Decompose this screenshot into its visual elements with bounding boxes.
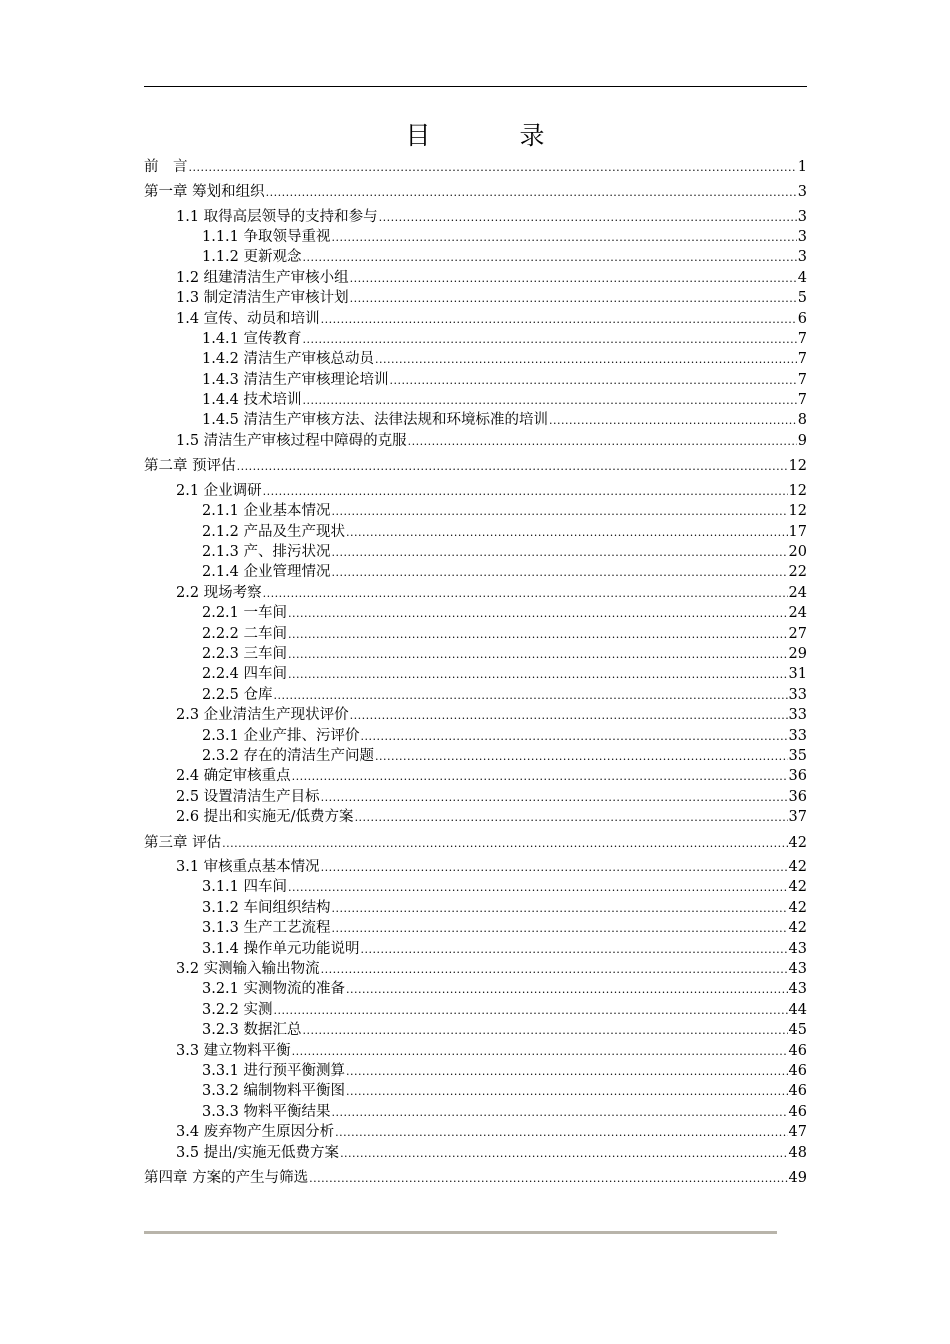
toc-section-entry[interactable]	[144, 785, 807, 805]
toc-subsection-entry[interactable]	[144, 1100, 807, 1120]
toc-leader-dots	[332, 922, 788, 935]
toc-section-entry[interactable]	[144, 287, 807, 307]
toc-subsection-entry[interactable]	[144, 389, 807, 409]
toc-leader-dots	[189, 161, 797, 174]
toc-section-entry[interactable]	[144, 1039, 807, 1059]
toc-section-entry[interactable]	[144, 1121, 807, 1141]
toc-entry-page-number: 22	[788, 564, 807, 581]
toc-subsection-entry[interactable]	[144, 998, 807, 1018]
toc-leader-dots	[321, 313, 797, 326]
toc-entry-page-number: 46	[788, 1103, 807, 1120]
toc-entry-label: 1.4.5 清洁生产审核方法、法律法规和环境标准的培训	[202, 412, 549, 429]
toc-leader-dots	[355, 811, 788, 824]
toc-leader-dots	[274, 1004, 788, 1017]
toc-entry-page-number: 9	[797, 432, 807, 449]
toc-entry-label: 1.4.4 技术培训	[202, 392, 302, 409]
toc-entry-label: 1.5 清洁生产审核过程中障碍的克服	[176, 432, 407, 449]
toc-entry-page-number: 47	[788, 1124, 807, 1141]
toc-leader-dots	[332, 505, 788, 518]
toc-entry-page-number: 24	[788, 584, 807, 601]
toc-entry-label: 2.3.1 企业产排、污评价	[202, 727, 360, 744]
toc-entry-page-number: 12	[788, 503, 807, 520]
toc-section-entry[interactable]	[144, 307, 807, 327]
toc-subsection-entry[interactable]	[144, 409, 807, 429]
toc-entry-label: 1.4.3 清洁生产审核理论培训	[202, 371, 389, 388]
toc-subsection-entry[interactable]	[144, 896, 807, 916]
toc-subsection-entry[interactable]	[144, 978, 807, 998]
toc-leader-dots	[303, 333, 797, 346]
footer-rule	[144, 1231, 777, 1234]
toc-leader-dots	[335, 1126, 787, 1139]
toc-section-entry[interactable]	[144, 806, 807, 826]
toc-entry-label: 第二章 预评估	[144, 458, 236, 475]
toc-entry-page-number: 6	[797, 310, 807, 327]
toc-leader-dots	[237, 460, 788, 473]
toc-leader-dots	[379, 211, 797, 224]
toc-leader-dots	[340, 1147, 787, 1160]
toc-entry-page-number: 3	[797, 208, 807, 225]
toc-subsection-entry[interactable]	[144, 917, 807, 937]
toc-subsection-entry[interactable]	[144, 643, 807, 663]
toc-entry-label: 3.3.1 进行预平衡测算	[202, 1063, 346, 1079]
toc-leader-dots	[263, 485, 788, 498]
toc-leader-dots	[332, 546, 788, 559]
toc-leader-dots	[549, 414, 797, 427]
toc-subsection-entry[interactable]	[144, 520, 807, 540]
toc-subsection-entry[interactable]	[144, 1060, 807, 1080]
toc-section-entry[interactable]	[144, 765, 807, 785]
toc-leader-dots	[332, 1106, 788, 1119]
toc-entry-page-number: 7	[797, 330, 807, 347]
toc-entry-page-number: 7	[797, 392, 807, 409]
toc-entry-page-number: 3	[797, 184, 807, 201]
table-of-contents	[144, 155, 807, 1191]
toc-subsection-entry[interactable]	[144, 745, 807, 765]
toc-entry-label: 第四章 方案的产生与筛选	[144, 1170, 309, 1187]
toc-entry-label: 第一章 筹划和组织	[144, 184, 265, 201]
toc-leader-dots	[303, 394, 797, 407]
toc-leader-dots	[361, 730, 788, 743]
toc-entry-page-number: 42	[788, 899, 807, 916]
toc-section-entry[interactable]	[144, 581, 807, 601]
toc-entry-page-number: 12	[788, 458, 807, 475]
toc-entry-label: 3.1.4 操作单元功能说明	[202, 940, 360, 957]
toc-leader-dots	[321, 861, 788, 874]
toc-leader-dots	[346, 1085, 788, 1098]
toc-section-entry[interactable]	[144, 266, 807, 286]
toc-entry-label: 3.3.3 物料平衡结果	[202, 1103, 331, 1120]
toc-leader-dots	[346, 1065, 788, 1078]
toc-entry-label: 3.2.3 数据汇总	[202, 1022, 302, 1039]
toc-subsection-entry[interactable]	[144, 561, 807, 581]
toc-entry-page-number: 42	[788, 834, 807, 851]
toc-chapter-entry[interactable]	[144, 455, 807, 476]
toc-chapter-entry[interactable]	[144, 831, 807, 852]
header-rule	[144, 86, 807, 87]
toc-entry-page-number: 46	[788, 1042, 807, 1059]
toc-entry-label: 1.1.2 更新观念	[202, 249, 302, 266]
toc-entry-label: 2.2.2 二车间	[202, 625, 288, 642]
toc-entry-page-number: 42	[788, 859, 807, 876]
toc-entry-label: 3.1 审核重点基本情况	[176, 859, 320, 876]
toc-leader-dots	[288, 607, 788, 620]
toc-entry-page-number: 3	[797, 249, 807, 266]
toc-subsection-entry[interactable]	[144, 1019, 807, 1039]
toc-entry-page-number: 33	[788, 707, 807, 724]
toc-entry-label: 2.1.4 企业管理情况	[202, 564, 331, 581]
toc-entry-page-number: 46	[788, 1083, 807, 1100]
toc-leader-dots	[274, 689, 788, 702]
toc-leader-dots	[288, 881, 788, 894]
toc-entry-label: 3.3.2 编制物料平衡图	[202, 1083, 346, 1100]
toc-entry-page-number: 1	[797, 158, 807, 175]
toc-entry-label: 3.3 建立物料平衡	[176, 1042, 291, 1059]
toc-section-entry[interactable]	[144, 704, 807, 724]
toc-leader-dots	[309, 1172, 787, 1185]
toc-entry-label: 2.1.3 产、排污状况	[202, 544, 331, 561]
toc-leader-dots	[303, 1024, 788, 1037]
toc-leader-dots	[375, 353, 797, 366]
toc-entry-page-number: 4	[797, 269, 807, 286]
toc-entry-label: 2.5 设置清洁生产目标	[176, 788, 320, 805]
toc-entry-label: 3.2.2 实测	[202, 1001, 273, 1018]
toc-entry-label: 1.1 取得高层领导的支持和参与	[176, 208, 378, 225]
toc-chapter-entry[interactable]	[144, 181, 807, 202]
toc-entry-page-number: 20	[788, 544, 807, 561]
toc-leader-dots	[288, 628, 788, 641]
toc-entry-page-number: 43	[788, 940, 807, 957]
toc-leader-dots	[266, 186, 797, 199]
toc-leader-dots	[332, 566, 788, 579]
toc-section-entry[interactable]	[144, 479, 807, 499]
toc-subsection-entry[interactable]	[144, 328, 807, 348]
toc-entry-label: 1.4.1 宣传教育	[202, 330, 302, 347]
toc-entry-label: 1.4.2 清洁生产审核总动员	[202, 351, 375, 368]
toc-entry-label: 1.4 宣传、动员和培训	[176, 310, 320, 327]
toc-leader-dots	[346, 526, 788, 539]
toc-entry-label: 3.2 实测输入输出物流	[176, 961, 320, 978]
toc-chapter-entry[interactable]	[144, 1167, 807, 1188]
toc-entry-label: 2.4 确定审核重点	[176, 768, 291, 785]
toc-entry-label: 2.1.1 企业基本情况	[202, 503, 331, 520]
toc-entry-page-number: 42	[788, 879, 807, 896]
toc-entry-label: 2.1.2 产品及生产现状	[202, 523, 346, 540]
toc-leader-dots	[303, 251, 797, 264]
toc-entry-label: 3.1.2 车间组织结构	[202, 899, 331, 916]
toc-entry-label: 3.1.1 四车间	[202, 879, 288, 896]
toc-subsection-entry[interactable]	[144, 348, 807, 368]
toc-subsection-entry[interactable]	[144, 541, 807, 561]
toc-entry-page-number: 45	[788, 1022, 807, 1039]
toc-entry-label: 2.2.5 仓库	[202, 686, 273, 703]
toc-entry-page-number: 37	[788, 809, 807, 826]
toc-subsection-entry[interactable]	[144, 724, 807, 744]
toc-entry-label: 2.3.2 存在的清洁生产问题	[202, 747, 375, 764]
toc-entry-page-number: 3	[797, 228, 807, 245]
toc-leader-dots	[321, 963, 788, 976]
toc-entry-page-number: 31	[788, 666, 807, 683]
toc-entry-label: 2.1 企业调研	[176, 482, 262, 499]
toc-leader-dots	[332, 231, 797, 244]
toc-entry-page-number: 5	[797, 290, 807, 307]
toc-entry-page-number: 43	[788, 981, 807, 998]
toc-entry-page-number: 44	[788, 1001, 807, 1018]
toc-subsection-entry[interactable]	[144, 500, 807, 520]
toc-entry-page-number: 46	[788, 1063, 807, 1079]
toc-entry-page-number: 36	[788, 768, 807, 785]
toc-leader-dots	[350, 292, 797, 305]
toc-section-entry[interactable]	[144, 958, 807, 978]
toc-entry-page-number: 33	[788, 727, 807, 744]
toc-entry-page-number: 7	[797, 371, 807, 388]
toc-subsection-entry[interactable]	[144, 368, 807, 388]
toc-subsection-entry[interactable]	[144, 876, 807, 896]
toc-entry-page-number: 33	[788, 686, 807, 703]
toc-section-entry[interactable]	[144, 205, 807, 225]
toc-subsection-entry[interactable]	[144, 226, 807, 246]
toc-entry-label: 3.4 废弃物产生原因分析	[176, 1124, 335, 1141]
toc-subsection-entry[interactable]	[144, 663, 807, 683]
toc-subsection-entry[interactable]	[144, 622, 807, 642]
toc-entry-label: 1.3 制定清洁生产审核计划	[176, 290, 349, 307]
toc-leader-dots	[288, 648, 788, 661]
toc-leader-dots	[350, 272, 797, 285]
toc-subsection-entry[interactable]	[144, 246, 807, 266]
toc-leader-dots	[361, 943, 788, 956]
toc-leader-dots	[408, 435, 797, 448]
toc-entry-page-number: 12	[788, 482, 807, 499]
toc-leader-dots	[292, 1045, 788, 1058]
toc-section-entry[interactable]	[144, 1141, 807, 1161]
toc-entry-label: 3.2.1 实测物流的准备	[202, 981, 346, 998]
toc-entry-page-number: 29	[788, 645, 807, 662]
toc-entry-page-number: 43	[788, 961, 807, 978]
toc-entry-page-number: 48	[788, 1144, 807, 1161]
toc-section-entry[interactable]	[144, 856, 807, 876]
toc-leader-dots	[390, 374, 797, 387]
toc-entry-page-number: 36	[788, 788, 807, 805]
toc-entry-label: 3.5 提出/实施无低费方案	[176, 1144, 340, 1161]
toc-entry-page-number: 42	[788, 920, 807, 937]
toc-entry-label: 1.1.1 争取领导重视	[202, 228, 331, 245]
toc-entry-page-number: 35	[788, 747, 807, 764]
toc-entry-page-number: 7	[797, 351, 807, 368]
toc-entry-label: 2.2 现场考察	[176, 584, 262, 601]
toc-leader-dots	[350, 709, 788, 722]
toc-subsection-entry[interactable]	[144, 683, 807, 703]
toc-entry-page-number: 49	[788, 1170, 807, 1187]
toc-leader-dots	[288, 668, 788, 681]
toc-entry-label: 1.2 组建清洁生产审核小组	[176, 269, 349, 286]
toc-entry-page-number: 17	[788, 523, 807, 540]
toc-subsection-entry[interactable]	[144, 937, 807, 957]
toc-leader-dots	[292, 770, 788, 783]
toc-subsection-entry[interactable]	[144, 1080, 807, 1100]
toc-leader-dots	[346, 983, 788, 996]
toc-leader-dots	[321, 791, 788, 804]
toc-subsection-entry[interactable]	[144, 602, 807, 622]
toc-leader-dots	[222, 837, 787, 850]
toc-entry-page-number: 24	[788, 605, 807, 622]
toc-chapter-entry[interactable]	[144, 155, 807, 176]
toc-entry-label: 第三章 评估	[144, 834, 222, 851]
toc-entry-label: 3.1.3 生产工艺流程	[202, 920, 331, 937]
toc-entry-page-number: 8	[797, 412, 807, 429]
toc-entry-page-number: 27	[788, 625, 807, 642]
toc-entry-label: 2.2.1 一车间	[202, 605, 288, 622]
toc-title: 目 录	[405, 121, 577, 150]
toc-entry-label: 2.6 提出和实施无/低费方案	[176, 809, 354, 826]
toc-leader-dots	[332, 902, 788, 915]
toc-entry-label: 2.3 企业清洁生产现状评价	[176, 707, 349, 724]
toc-entry-label: 前 言	[144, 158, 188, 175]
toc-entry-label: 2.2.3 三车间	[202, 645, 288, 662]
toc-entry-label: 2.2.4 四车间	[202, 666, 288, 683]
toc-leader-dots	[375, 750, 788, 763]
toc-section-entry[interactable]	[144, 429, 807, 449]
toc-leader-dots	[263, 587, 788, 600]
